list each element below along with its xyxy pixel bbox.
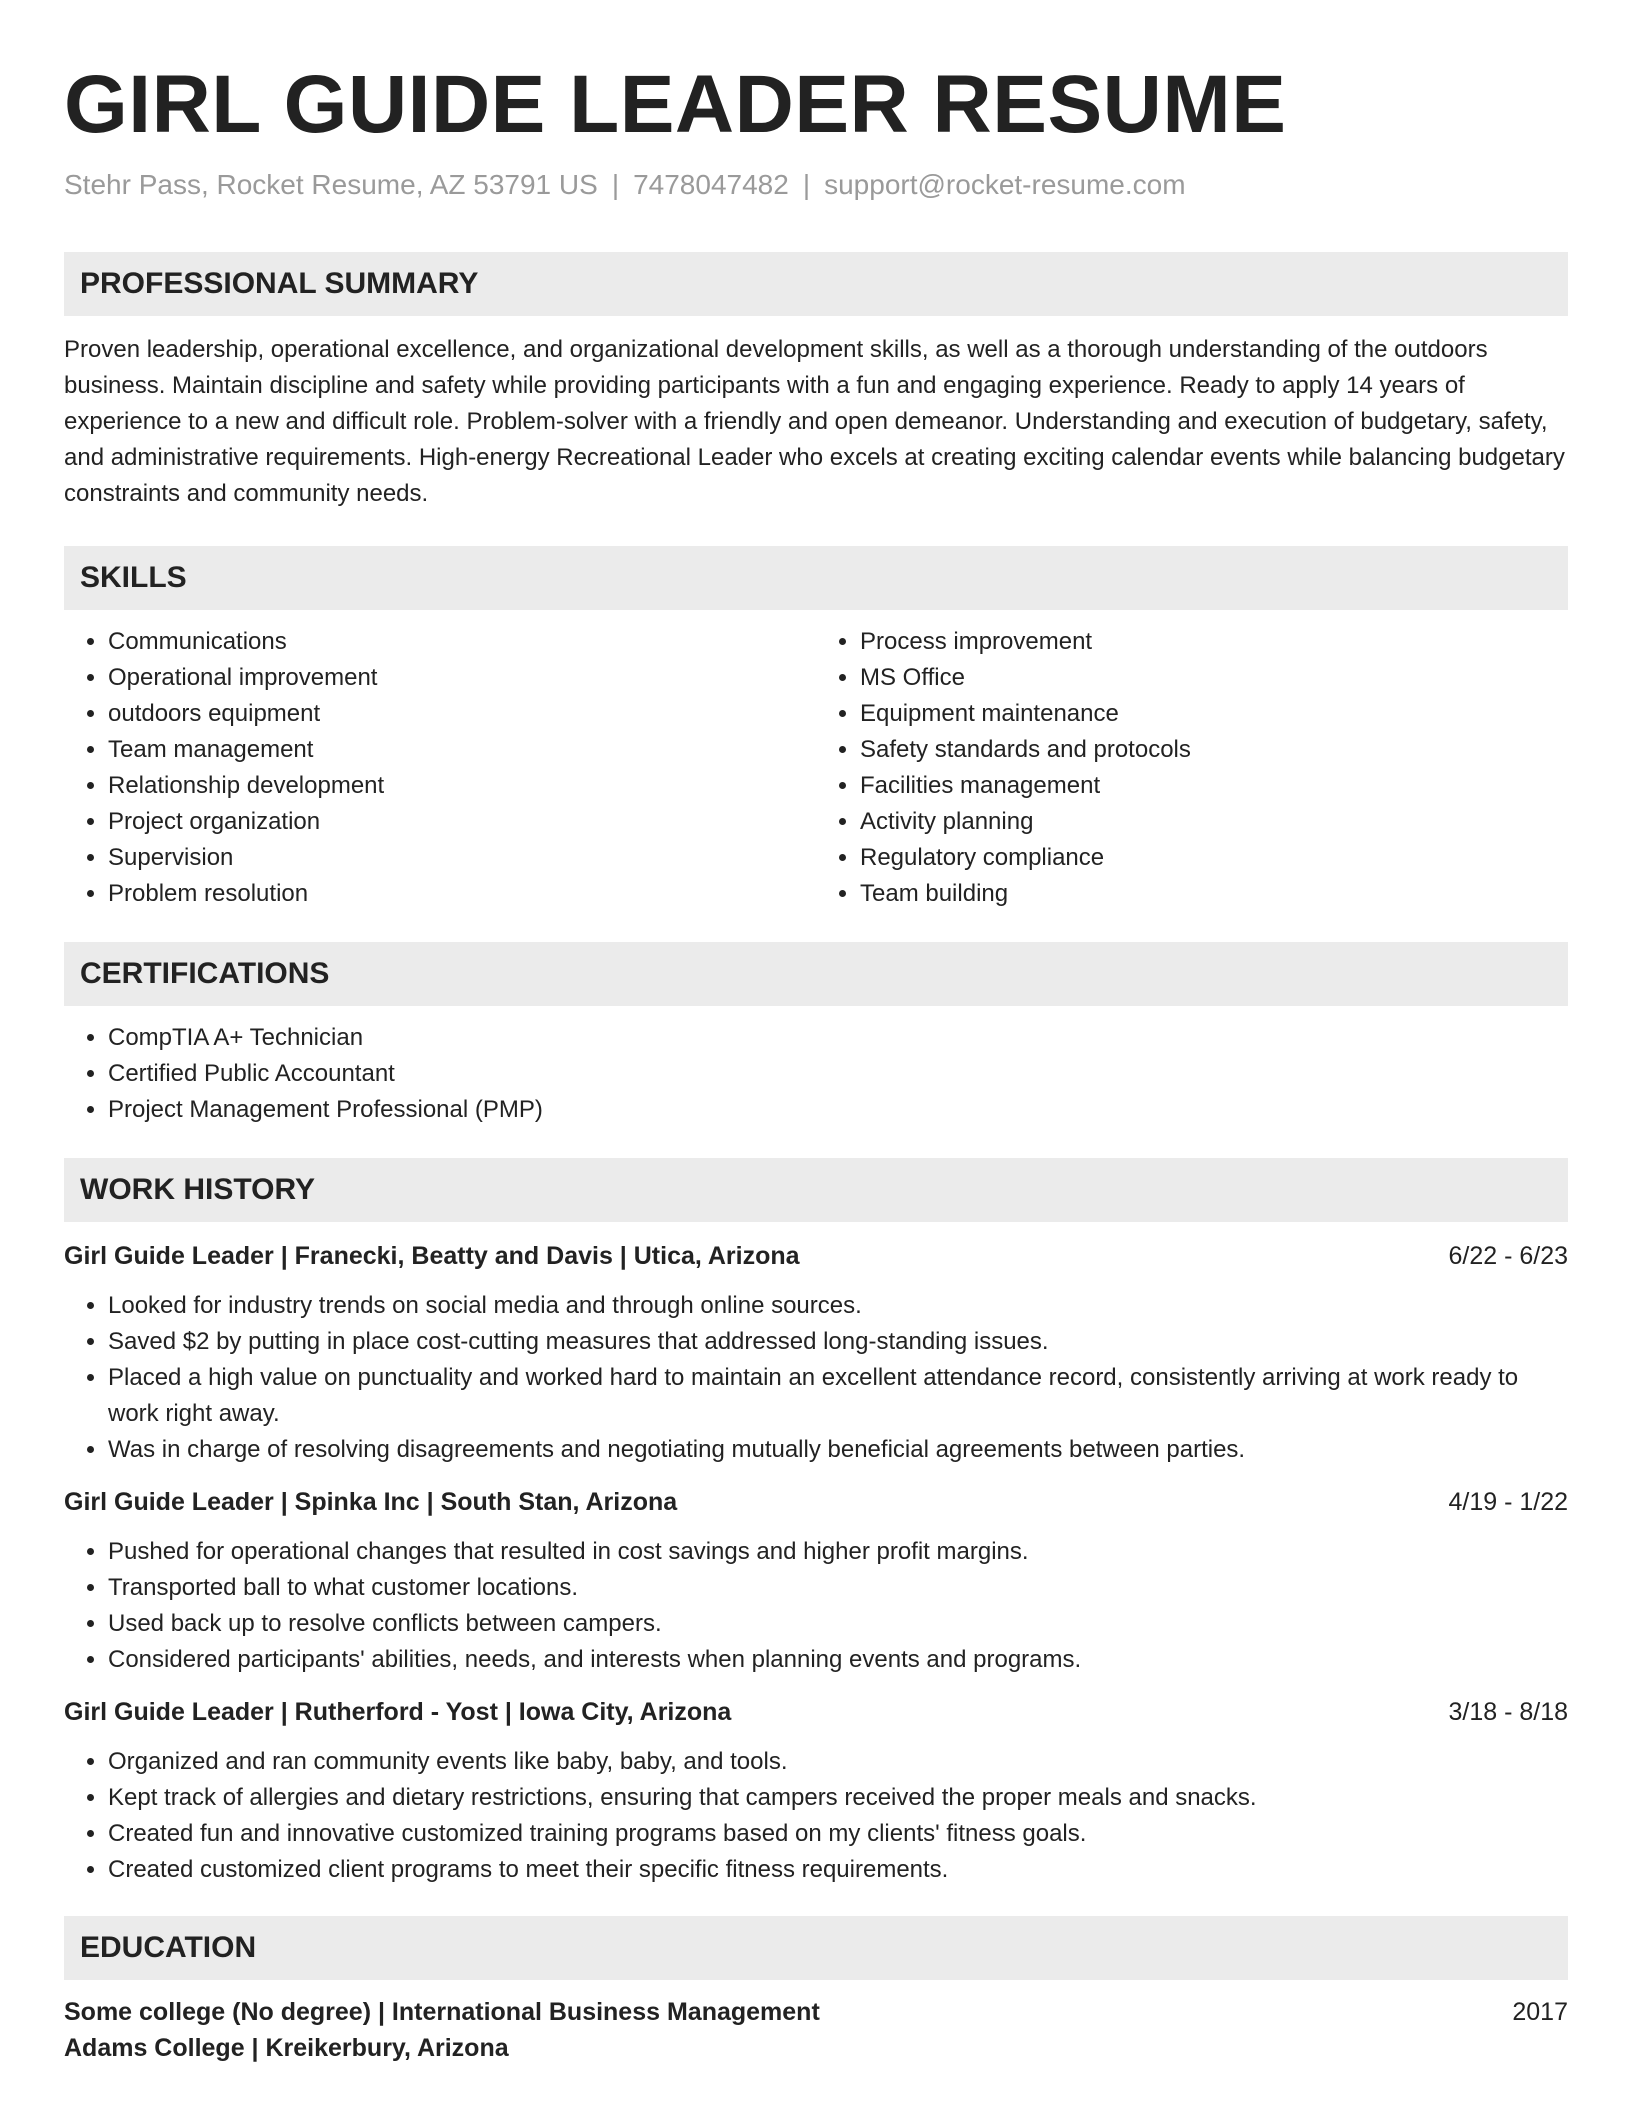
- job-bullet: • Used back up to resolve conflicts between campers.: [108, 1606, 1568, 1642]
- job-bullet: • Created customized client programs to meet their specific fitness requirements.: [108, 1852, 1568, 1888]
- skill-item: • Team building: [860, 876, 1568, 912]
- contact-address: Stehr Pass, Rocket Resume, AZ 53791 US: [64, 169, 598, 201]
- contact-line: [64, 168, 1568, 202]
- skill-item: • outdoors equipment: [108, 696, 816, 732]
- job-bullet: • Organized and ran community events like baby, baby, and tools.: [108, 1744, 1568, 1780]
- contact-separator: |: [611, 169, 620, 201]
- job-header: [64, 1694, 1568, 1730]
- skill-item: • Activity planning: [860, 804, 1568, 840]
- job-header: [64, 1484, 1568, 1520]
- skill-item: • Problem resolution: [108, 876, 816, 912]
- job-entry: [64, 1484, 1568, 1678]
- certifications-list: [64, 1020, 1568, 1128]
- certification-item: • Certified Public Accountant: [108, 1056, 1568, 1092]
- job-entry: [64, 1238, 1568, 1468]
- job-bullet: • Created fun and innovative customized training programs based on my clients' fitness goals.: [108, 1816, 1568, 1852]
- skills-list-right: [816, 624, 1568, 912]
- summary-text: Proven leadership, operational excellence, and organizational development skills, as well as a thorough understanding of the outdoors business. Maintain discipline and safety while providing participants with a fun and engaging experience. Ready to apply 14 years of experience to a new and difficult role. Problem-solver with a friendly and open demeanor. Understanding and execution of budgetary, safety, and administrative requirements. High-energy Recreational Leader who excels at creating exciting calendar events while balancing budgetary constraints and community needs.: [64, 335, 1565, 507]
- job-dates: 3/18 - 8/18: [1448, 1697, 1568, 1726]
- education-header: [64, 1994, 1568, 2030]
- job-entry: [64, 1694, 1568, 1888]
- skill-item: • Process improvement: [860, 624, 1568, 660]
- summary-heading: PROFESSIONAL SUMMARY: [64, 252, 1568, 316]
- job-bullet: • Saved $2 by putting in place cost-cutting measures that addressed long-standing issues.: [108, 1324, 1568, 1360]
- skill-item: • Safety standards and protocols: [860, 732, 1568, 768]
- skill-item: • Facilities management: [860, 768, 1568, 804]
- contact-separator: |: [802, 169, 811, 201]
- job-title: Girl Guide Leader | Rutherford - Yost | Iowa City, Arizona: [64, 1697, 732, 1726]
- skill-item: • Project organization: [108, 804, 816, 840]
- job-bullet: • Pushed for operational changes that resulted in cost savings and higher profit margins.: [108, 1534, 1568, 1570]
- skills-heading: SKILLS: [64, 546, 1568, 610]
- skill-item: • Supervision: [108, 840, 816, 876]
- certification-item: • CompTIA A+ Technician: [108, 1020, 1568, 1056]
- skills-list-left: [64, 624, 816, 912]
- job-bullet: • Transported ball to what customer locations.: [108, 1570, 1568, 1606]
- job-bullets: [64, 1534, 1568, 1678]
- skill-item: • Operational improvement: [108, 660, 816, 696]
- skill-item: • Communications: [108, 624, 816, 660]
- contact-email[interactable]: support@rocket-resume.com: [824, 169, 1186, 201]
- education-year: 2017: [1512, 1997, 1568, 2026]
- job-bullet: • Placed a high value on punctuality and worked hard to maintain an excellent attendance record, consistently arriving at work ready to work right away.: [108, 1360, 1568, 1432]
- job-title: Girl Guide Leader | Spinka Inc | South Stan, Arizona: [64, 1487, 678, 1516]
- work-history-heading: WORK HISTORY: [64, 1158, 1568, 1222]
- skill-item: • Equipment maintenance: [860, 696, 1568, 732]
- skill-item: • Regulatory compliance: [860, 840, 1568, 876]
- job-title: Girl Guide Leader | Franecki, Beatty and Davis | Utica, Arizona: [64, 1241, 800, 1270]
- certification-item: • Project Management Professional (PMP): [108, 1092, 1568, 1128]
- job-bullet: • Looked for industry trends on social media and through online sources.: [108, 1288, 1568, 1324]
- job-dates: 6/22 - 6/23: [1448, 1241, 1568, 1270]
- certifications-heading: CERTIFICATIONS: [64, 942, 1568, 1006]
- job-bullet: • Kept track of allergies and dietary restrictions, ensuring that campers received the proper meals and snacks.: [108, 1780, 1568, 1816]
- education-school: Adams College | Kreikerbury, Arizona: [64, 2033, 509, 2062]
- contact-phone[interactable]: 7478047482: [633, 169, 789, 201]
- job-bullet: • Was in charge of resolving disagreements and negotiating mutually beneficial agreements between parties.: [108, 1432, 1568, 1468]
- skills-grid: [64, 610, 1568, 912]
- resume-title: GIRL GUIDE LEADER RESUME: [64, 59, 1287, 150]
- education-heading: EDUCATION: [64, 1916, 1568, 1980]
- skill-item: • MS Office: [860, 660, 1568, 696]
- job-bullets: [64, 1288, 1568, 1468]
- skill-item: • Relationship development: [108, 768, 816, 804]
- skill-item: • Team management: [108, 732, 816, 768]
- job-header: [64, 1238, 1568, 1274]
- job-bullet: • Considered participants' abilities, needs, and interests when planning events and programs.: [108, 1642, 1568, 1678]
- job-bullets: [64, 1744, 1568, 1888]
- job-dates: 4/19 - 1/22: [1448, 1487, 1568, 1516]
- education-degree: Some college (No degree) | International Business Management: [64, 1997, 820, 2026]
